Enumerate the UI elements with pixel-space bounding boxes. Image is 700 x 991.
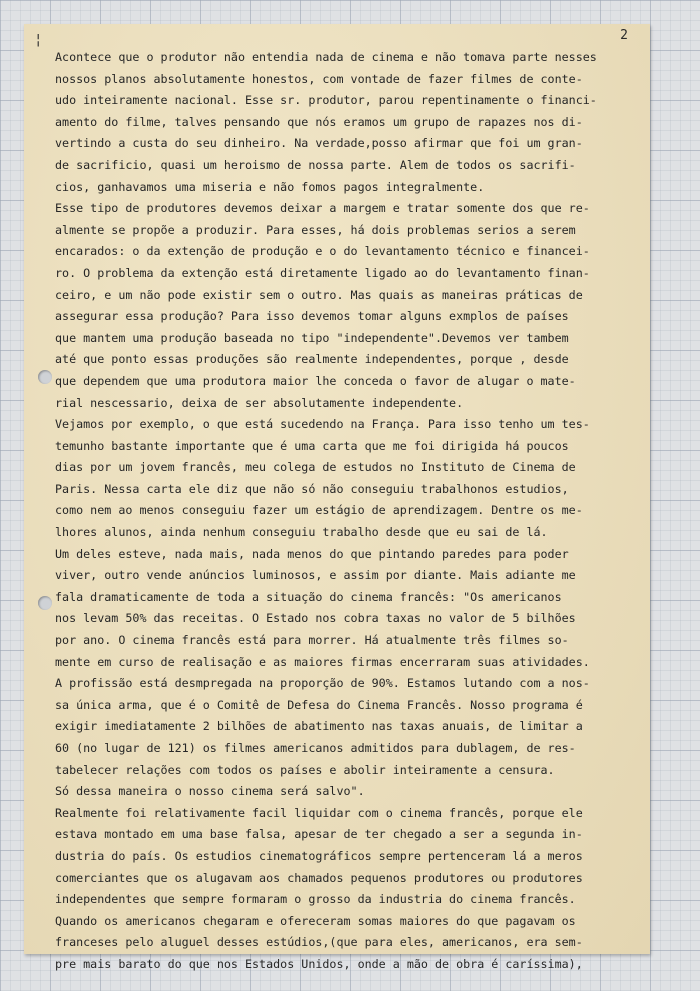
text-line: 60 (no lugar de 121) os filmes americanos admitidos para dublagem, de res- (55, 741, 576, 755)
text-line: amento do filme, talves pensando que nós eramos um grupo de rapazes nos di- (55, 114, 583, 129)
text-line: Um deles esteve, nada mais, nada menos do que pintando paredes para poder (55, 546, 569, 561)
text-line: A profissão está desmpregada na proporção de 90%. Estamos lutando com a nos- (55, 676, 590, 691)
text-line: udo inteiramente nacional. Esse sr. produtor, parou repentinamente o financi- (55, 93, 597, 108)
text-line: Só dessa maneira o nosso cinema será salvo". (55, 784, 365, 799)
text-line: até que ponto essas produções são realmente independentes, porque , desde (55, 352, 569, 367)
text-line: independentes que sempre formaram o grosso da industria do cinema francês. (55, 892, 576, 907)
text-line: cios, ganhavamos uma miseria e não fomos pagos integralmente. (55, 179, 485, 194)
text-line: como nem ao menos conseguiu fazer um estágio de aprendizagem. Dentre os me- (55, 503, 583, 518)
text-line: fala dramaticamente de toda a situação do cinema francês: "Os americanos (55, 589, 562, 604)
text-line: dustria do país. Os estudios cinematográficos sempre pertenceram lá a meros (55, 848, 583, 863)
text-line: nos levam 50% das receitas. O Estado nos cobra taxas no valor de 5 bilhões (55, 611, 576, 626)
text-line: tabelecer relações com todos os países e abolir inteiramente a censura. (55, 762, 555, 777)
punch-hole-lower (38, 596, 52, 610)
text-line: franceses pelo aluguel desses estúdios,(que para eles, americanos, era sem- (55, 935, 583, 950)
text-line: ro. O problema da extenção está diretamente ligado ao do levantamento finan- (55, 265, 590, 280)
body-text (55, 47, 640, 976)
text-line: vertindo a custa do seu dinheiro. Na verdade,posso afirmar que foi um gran- (55, 136, 583, 151)
text-line: almente se propõe a produzir. Para esses, há dois problemas serios a serem (55, 222, 576, 237)
text-line: Acontece que o produtor não entendia nada de cinema e não tomava parte nesses (55, 50, 597, 64)
margin-mark: ¦ (34, 32, 43, 48)
text-line: que dependem que uma produtora maior lhe conceda o favor de alugar o mate- (55, 373, 576, 388)
text-line: estava montado em uma base falsa, apesar de ter chegado a ser a segunda in- (55, 827, 583, 842)
text-line: dias por um jovem francês, meu colega de estudos no Instituto de Cinema de (55, 460, 576, 475)
text-line: Vejamos por exemplo, o que está sucedendo na França. Para isso tenho um tes- (55, 417, 590, 432)
page-number: 2 (620, 28, 628, 43)
text-line: Paris. Nessa carta ele diz que não só não conseguiu trabalhonos estudios, (55, 481, 569, 496)
text-line: lhores alunos, ainda nenhum conseguiu trabalho desde que eu sai de lá. (55, 525, 548, 540)
text-line: que mantem uma produção baseada no tipo "independente".Devemos ver tambem (55, 330, 569, 345)
text-line: por ano. O cinema francês está para morrer. Há atualmente três filmes so- (55, 633, 569, 648)
text-line: encarados: o da extenção de produção e o do levantamento técnico e financei- (55, 244, 590, 259)
text-line: temunho bastante importante que é uma carta que me foi dirigida há poucos (55, 438, 569, 453)
text-line: sa única arma, que é o Comitê de Defesa do Cinema Francês. Nosso programa é (55, 697, 583, 712)
text-line: pre mais barato do que nos Estados Unidos, onde a mão de obra é caríssima), (55, 956, 583, 971)
text-line: rial nescessario, deixa de ser absolutamente independente. (55, 395, 464, 410)
text-line: mente em curso de realisação e as maiores firmas encerraram suas atividades. (55, 654, 590, 669)
text-line: viver, outro vende anúncios luminosos, e assim por diante. Mais adiante me (55, 568, 576, 583)
text-line: de sacrificio, quasi um heroismo de nossa parte. Alem de todos os sacrifi- (55, 157, 576, 172)
text-line: exigir imediatamente 2 bilhões de abatimento nas taxas anuais, de limitar a (55, 719, 583, 734)
text-line: Quando os americanos chegaram e ofereceram somas maiores do que pagavam os (55, 913, 576, 928)
punch-hole-upper (38, 370, 52, 384)
text-line: Realmente foi relativamente facil liquidar com o cinema francês, porque ele (55, 805, 583, 820)
text-line: comerciantes que os alugavam aos chamados pequenos produtores ou produtores (55, 870, 583, 885)
text-line: ceiro, e um não pode existir sem o outro. Mas quais as maneiras práticas de (55, 287, 583, 302)
text-line: nossos planos absolutamente honestos, com vontade de fazer filmes de conte- (55, 71, 583, 86)
text-line: Esse tipo de produtores devemos deixar a margem e tratar somente dos que re- (55, 201, 590, 216)
typewritten-page (24, 24, 650, 971)
text-line: assegurar essa produção? Para isso devemos tomar alguns exmplos de países (55, 309, 569, 324)
